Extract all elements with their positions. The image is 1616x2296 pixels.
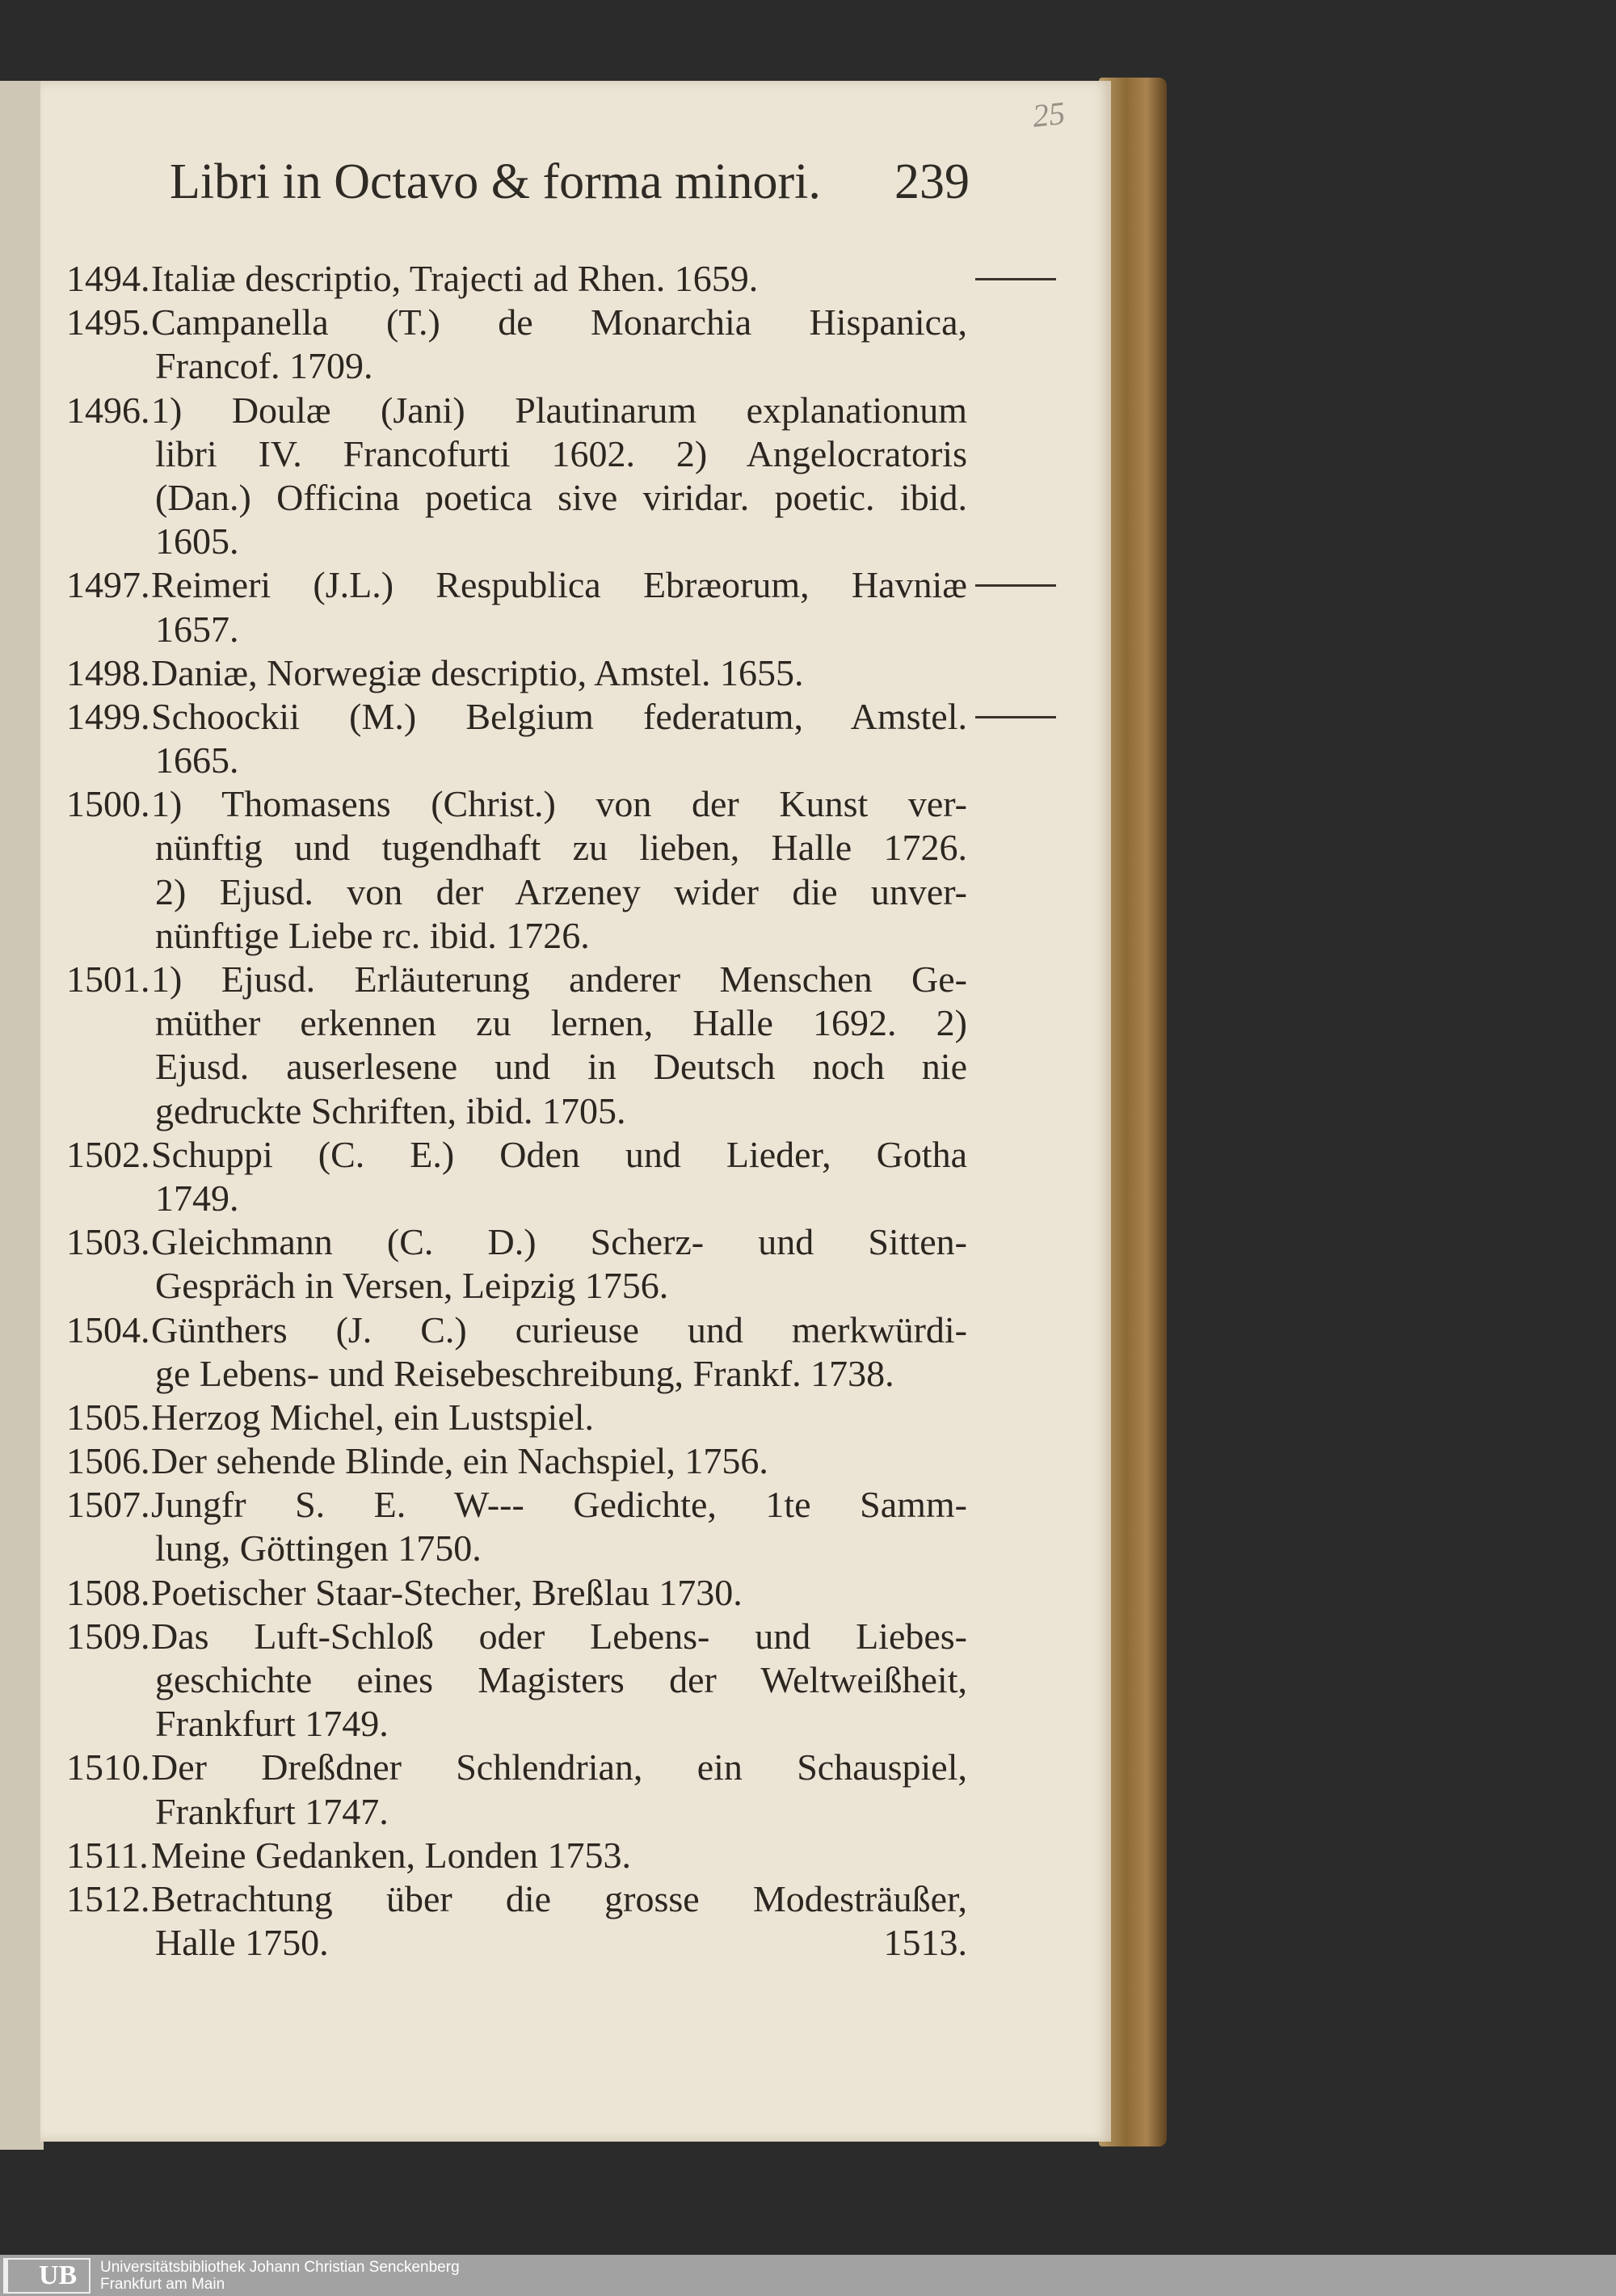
entry-text: 1605. [155,520,239,562]
facing-page-edge [0,81,44,2150]
entry-text: 1749. [155,1177,239,1219]
entry-text: Günthers (J. C.) curieuse und merkwürdi- [151,1308,967,1350]
entry-text: ge Lebens- und Reisebeschreibung, Frankf. 1738. [155,1352,894,1394]
entry-number: 1496. [66,389,150,431]
entry-number: 1506. [66,1440,150,1482]
entry-text: Francof. 1709. [155,345,373,387]
entry-text: Reimeri (J.L.) Respublica Ebræorum, Havniæ [151,564,967,606]
entry-text: Italiæ descriptio, Trajecti ad Rhen. 1659. [151,258,759,299]
entry-text: Der sehende Blinde, ein Nachspiel, 1756. [151,1440,768,1482]
entry-text: nünftige Liebe rc. ibid. 1726. [155,914,590,956]
entry-text: 1665. [155,739,239,781]
entry-continuation-line [66,1702,967,1746]
entry-text: Campanella (T.) de Monarchia Hispanica, [151,301,967,343]
entry-first-line [66,1834,967,1877]
catalogue-entries [66,257,967,1965]
entry-first-line [66,1615,967,1658]
entry-number: 1503. [66,1221,150,1263]
entry-text: Daniæ, Norwegiæ descriptio, Amstel. 1655. [151,651,804,693]
entry-continuation-line [66,1177,967,1220]
entry-continuation-line [66,1264,967,1308]
library-name-line1: Universitätsbibliothek Johann Christian Senckenberg [100,2258,460,2276]
entry-text: Frankfurt 1749. [155,1703,389,1745]
entry-text: lung, Göttingen 1750. [155,1527,482,1569]
entry-first-line [66,563,967,607]
entry-text: Ejusd. auserlesene und in Deutsch noch nie [155,1046,967,1088]
entry-continuation-line [66,608,967,651]
entry-first-line [66,389,967,432]
entry-text: 1657. [155,608,239,650]
entry-number: 1509. [66,1615,150,1657]
entry-text: Der Dreßdner Schlendrian, ein Schauspiel, [151,1746,967,1788]
library-name-line2: Frankfurt am Main [100,2275,225,2293]
library-footer [0,2255,1616,2296]
entry-text: 1) Ejusd. Erläuterung anderer Menschen Ge- [151,958,967,1000]
library-name [100,2259,460,2293]
entry-first-line [66,1483,967,1527]
entry-text: geschichte eines Magisters der Weltweißheit, [155,1659,967,1700]
entry-number: 1512. [66,1877,150,1919]
entry-first-line [66,1877,967,1921]
entry-text: Poetischer Staar-Stecher, Breßlau 1730. [151,1571,743,1613]
entry-text: Gleichmann (C. D.) Scherz- und Sitten- [151,1221,967,1263]
entry-first-line [66,782,967,826]
entry-number: 1494. [66,258,150,299]
entry-number: 1495. [66,301,150,343]
entry-text: nünftig und tugendhaft zu lieben, Halle 1726. [155,827,967,869]
entry-first-line [66,1133,967,1177]
page-title: Libri in Octavo & forma minori. [170,154,821,209]
entry-text: Herzog Michel, ein Lustspiel. [151,1396,595,1438]
entry-first-line [66,1308,967,1352]
entry-continuation-line [66,344,967,388]
entry-continuation-line [66,432,967,476]
entry-first-line [66,958,967,1001]
entry-continuation-line [66,1352,967,1396]
entry-text: Betrachtung über die grosse Modesträußer, [151,1877,967,1919]
entry-text: 1) Thomasens (Christ.) von der Kunst ver- [151,783,967,825]
entry-continuation-line [66,870,967,914]
entry-number: 1502. [66,1133,150,1175]
entry-text: 1) Doulæ (Jani) Plautinarum explanationum [151,389,967,431]
entry-number: 1504. [66,1308,150,1350]
catchword: 1513. [883,1922,967,1964]
entry-number: 1497. [66,564,150,606]
pencil-folio-note: 25 [1030,95,1067,134]
entry-continuation-line [66,914,967,958]
entry-first-line [66,1396,967,1439]
entry-number: 1498. [66,651,150,693]
entry-text: Gespräch in Versen, Leipzig 1756. [155,1265,669,1307]
entry-text: (Dan.) Officina poetica sive viridar. poetic. ibid. [155,476,967,518]
entry-continuation-line [66,1089,967,1133]
entry-number: 1511. [66,1834,149,1876]
ub-logo: UB [3,2258,90,2294]
entry-number: 1505. [66,1396,150,1438]
entry-text: Schoockii (M.) Belgium federatum, Amstel. [151,695,967,737]
entry-number: 1508. [66,1571,150,1613]
entry-continuation-line [66,476,967,520]
entry-text: libri IV. Francofurti 1602. 2) Angelocratoris [155,432,967,474]
entry-continuation-line [66,1527,967,1570]
entry-text: Schuppi (C. E.) Oden und Lieder, Gotha [151,1133,967,1175]
entry-text: müther erkennen zu lernen, Halle 1692. 2) [155,1002,967,1044]
entry-text: Frankfurt 1747. [155,1790,389,1832]
entry-first-line [66,1746,967,1789]
entry-first-line [66,301,967,344]
entry-first-line [66,1571,967,1615]
entry-number: 1501. [66,958,150,1000]
entry-text: Das Luft-Schloß oder Lebens- und Liebes- [151,1615,967,1657]
entry-number: 1500. [66,783,150,825]
entry-continuation-line [66,739,967,782]
entry-number: 1499. [66,695,150,737]
entry-text: Jungfr S. E. W--- Gedichte, 1te Samm- [151,1484,967,1526]
running-header [170,154,970,211]
margin-dash-mark [975,278,1056,280]
entry-first-line [66,1220,967,1264]
entry-text: gedruckte Schriften, ibid. 1705. [155,1089,626,1131]
entry-number: 1507. [66,1484,150,1526]
entry-continuation-line [66,1001,967,1045]
entry-continuation-line [66,826,967,870]
entry-continuation-line [66,1921,967,1965]
page-number: 239 [894,154,970,209]
entry-continuation-line [66,1658,967,1702]
entry-first-line [66,651,967,695]
margin-dash-mark [975,584,1056,587]
entry-continuation-line [66,1790,967,1834]
margin-dash-mark [975,716,1056,718]
entry-text: 2) Ejusd. von der Arzeney wider die unver- [155,870,967,912]
entry-first-line [66,257,967,301]
entry-continuation-line [66,520,967,563]
entry-first-line [66,695,967,739]
entry-number: 1510. [66,1746,150,1788]
entry-first-line [66,1439,967,1483]
entry-continuation-line [66,1045,967,1089]
entry-text: Meine Gedanken, Londen 1753. [151,1834,632,1876]
entry-text: Halle 1750. [155,1922,329,1964]
